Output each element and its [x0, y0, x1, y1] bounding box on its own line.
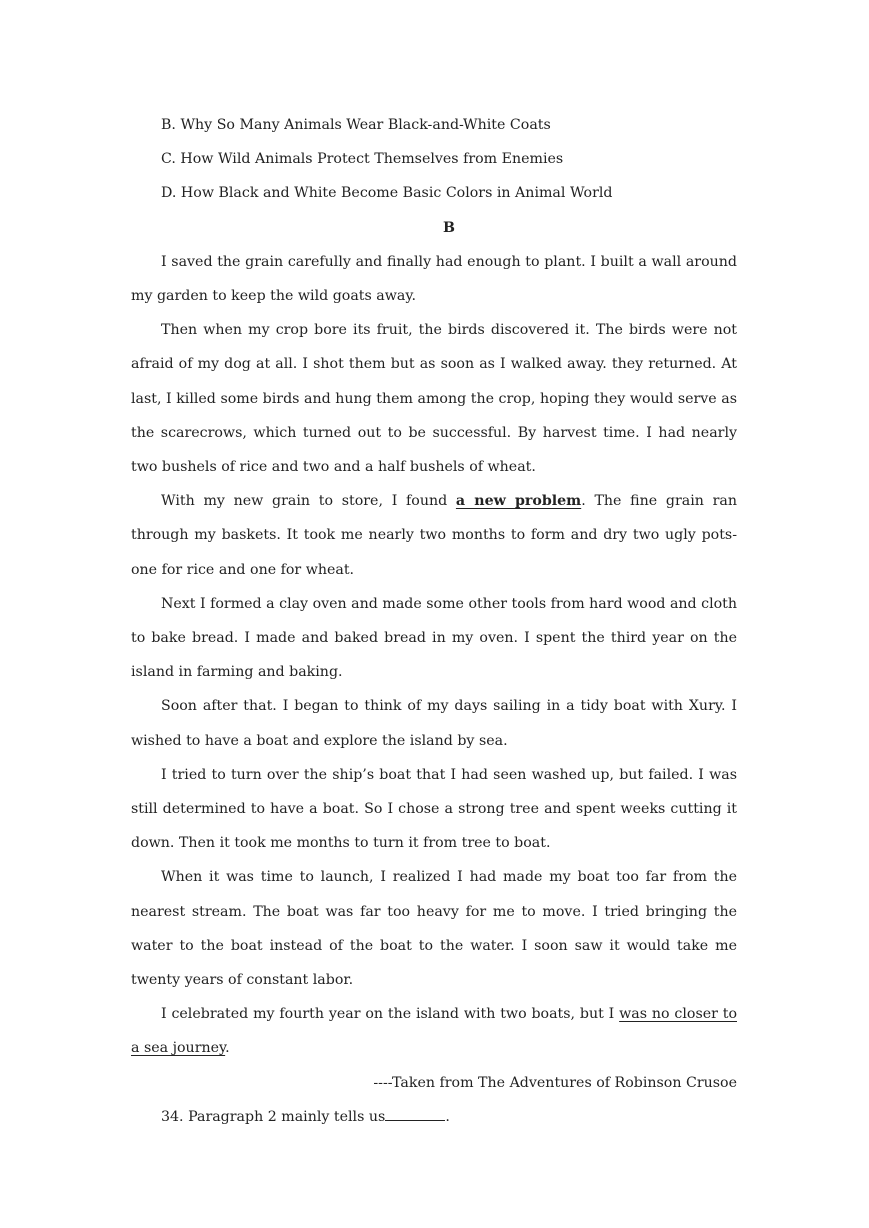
paragraph-3: With my new grain to store, I found a new problem. The fine grain ran through my baskets. It took me nearly two months to form and dry two ugly pots- one for rice and one for wheat.: [131, 493, 738, 578]
paragraph-1: I saved the grain carefully and finally had enough to plant. I built a wall around my garden to keep the wild goats away.: [131, 253, 737, 305]
answer-blank[interactable]: [385, 1106, 445, 1121]
section-label: B: [443, 219, 455, 236]
paragraph-5: Soon after that. I began to think of my days sailing in a tidy boat with Xury. I wished to have a boat and explore the island by sea.: [131, 698, 737, 749]
document-page: [131, 108, 737, 1134]
paragraph-8: I celebrated my fourth year on the island with two boats, but I was no closer to a sea journey.: [131, 1006, 737, 1057]
paragraph-2: Then when my crop bore its fruit, the birds discovered it. The birds were not afraid of my dog at all. I shot them but as soon as I walked away. they returned. At last, I killed some birds and hung them among the crop, hoping they would serve as the scarecrows, which turned out to be successful. By harvest time. I had nearly two bushels of rice and two and a half bushels of wheat.: [131, 322, 737, 476]
paragraph-7: When it was time to launch, I realized I had made my boat too far from the nearest stream. The boat was far too heavy for me to move. I tried bringing the water to the boat instead of the boat to the water. I soon saw it would take me twenty years of constant labor.: [131, 869, 737, 989]
paragraph-6: I tried to turn over the ship’s boat that I had seen washed up, but failed. I was still determined to have a boat. So I chose a strong tree and spent weeks cutting it down. Then it took me months to turn it from tree to boat.: [131, 766, 737, 852]
underlined-phrase: was no closer to a sea journey: [131, 1006, 737, 1057]
option-c: C. How Wild Animals Protect Themselves from Enemies: [161, 151, 564, 168]
option-b: B. Why So Many Animals Wear Black-and-White Coats: [161, 117, 551, 133]
question-34: 34. Paragraph 2 mainly tells us .: [131, 1100, 737, 1134]
emphasis-new-problem: a new problem: [455, 493, 582, 510]
option-d: D. How Black and White Become Basic Colors in Animal World: [161, 185, 613, 202]
source-citation: ----Taken from The Adventures of Robinson Crusoe: [373, 1074, 737, 1091]
paragraph-4: Next I formed a clay oven and made some other tools from hard wood and cloth to bake bread. I made and baked bread in my oven. I spent the third year on the island in farming and baking.: [131, 595, 738, 681]
